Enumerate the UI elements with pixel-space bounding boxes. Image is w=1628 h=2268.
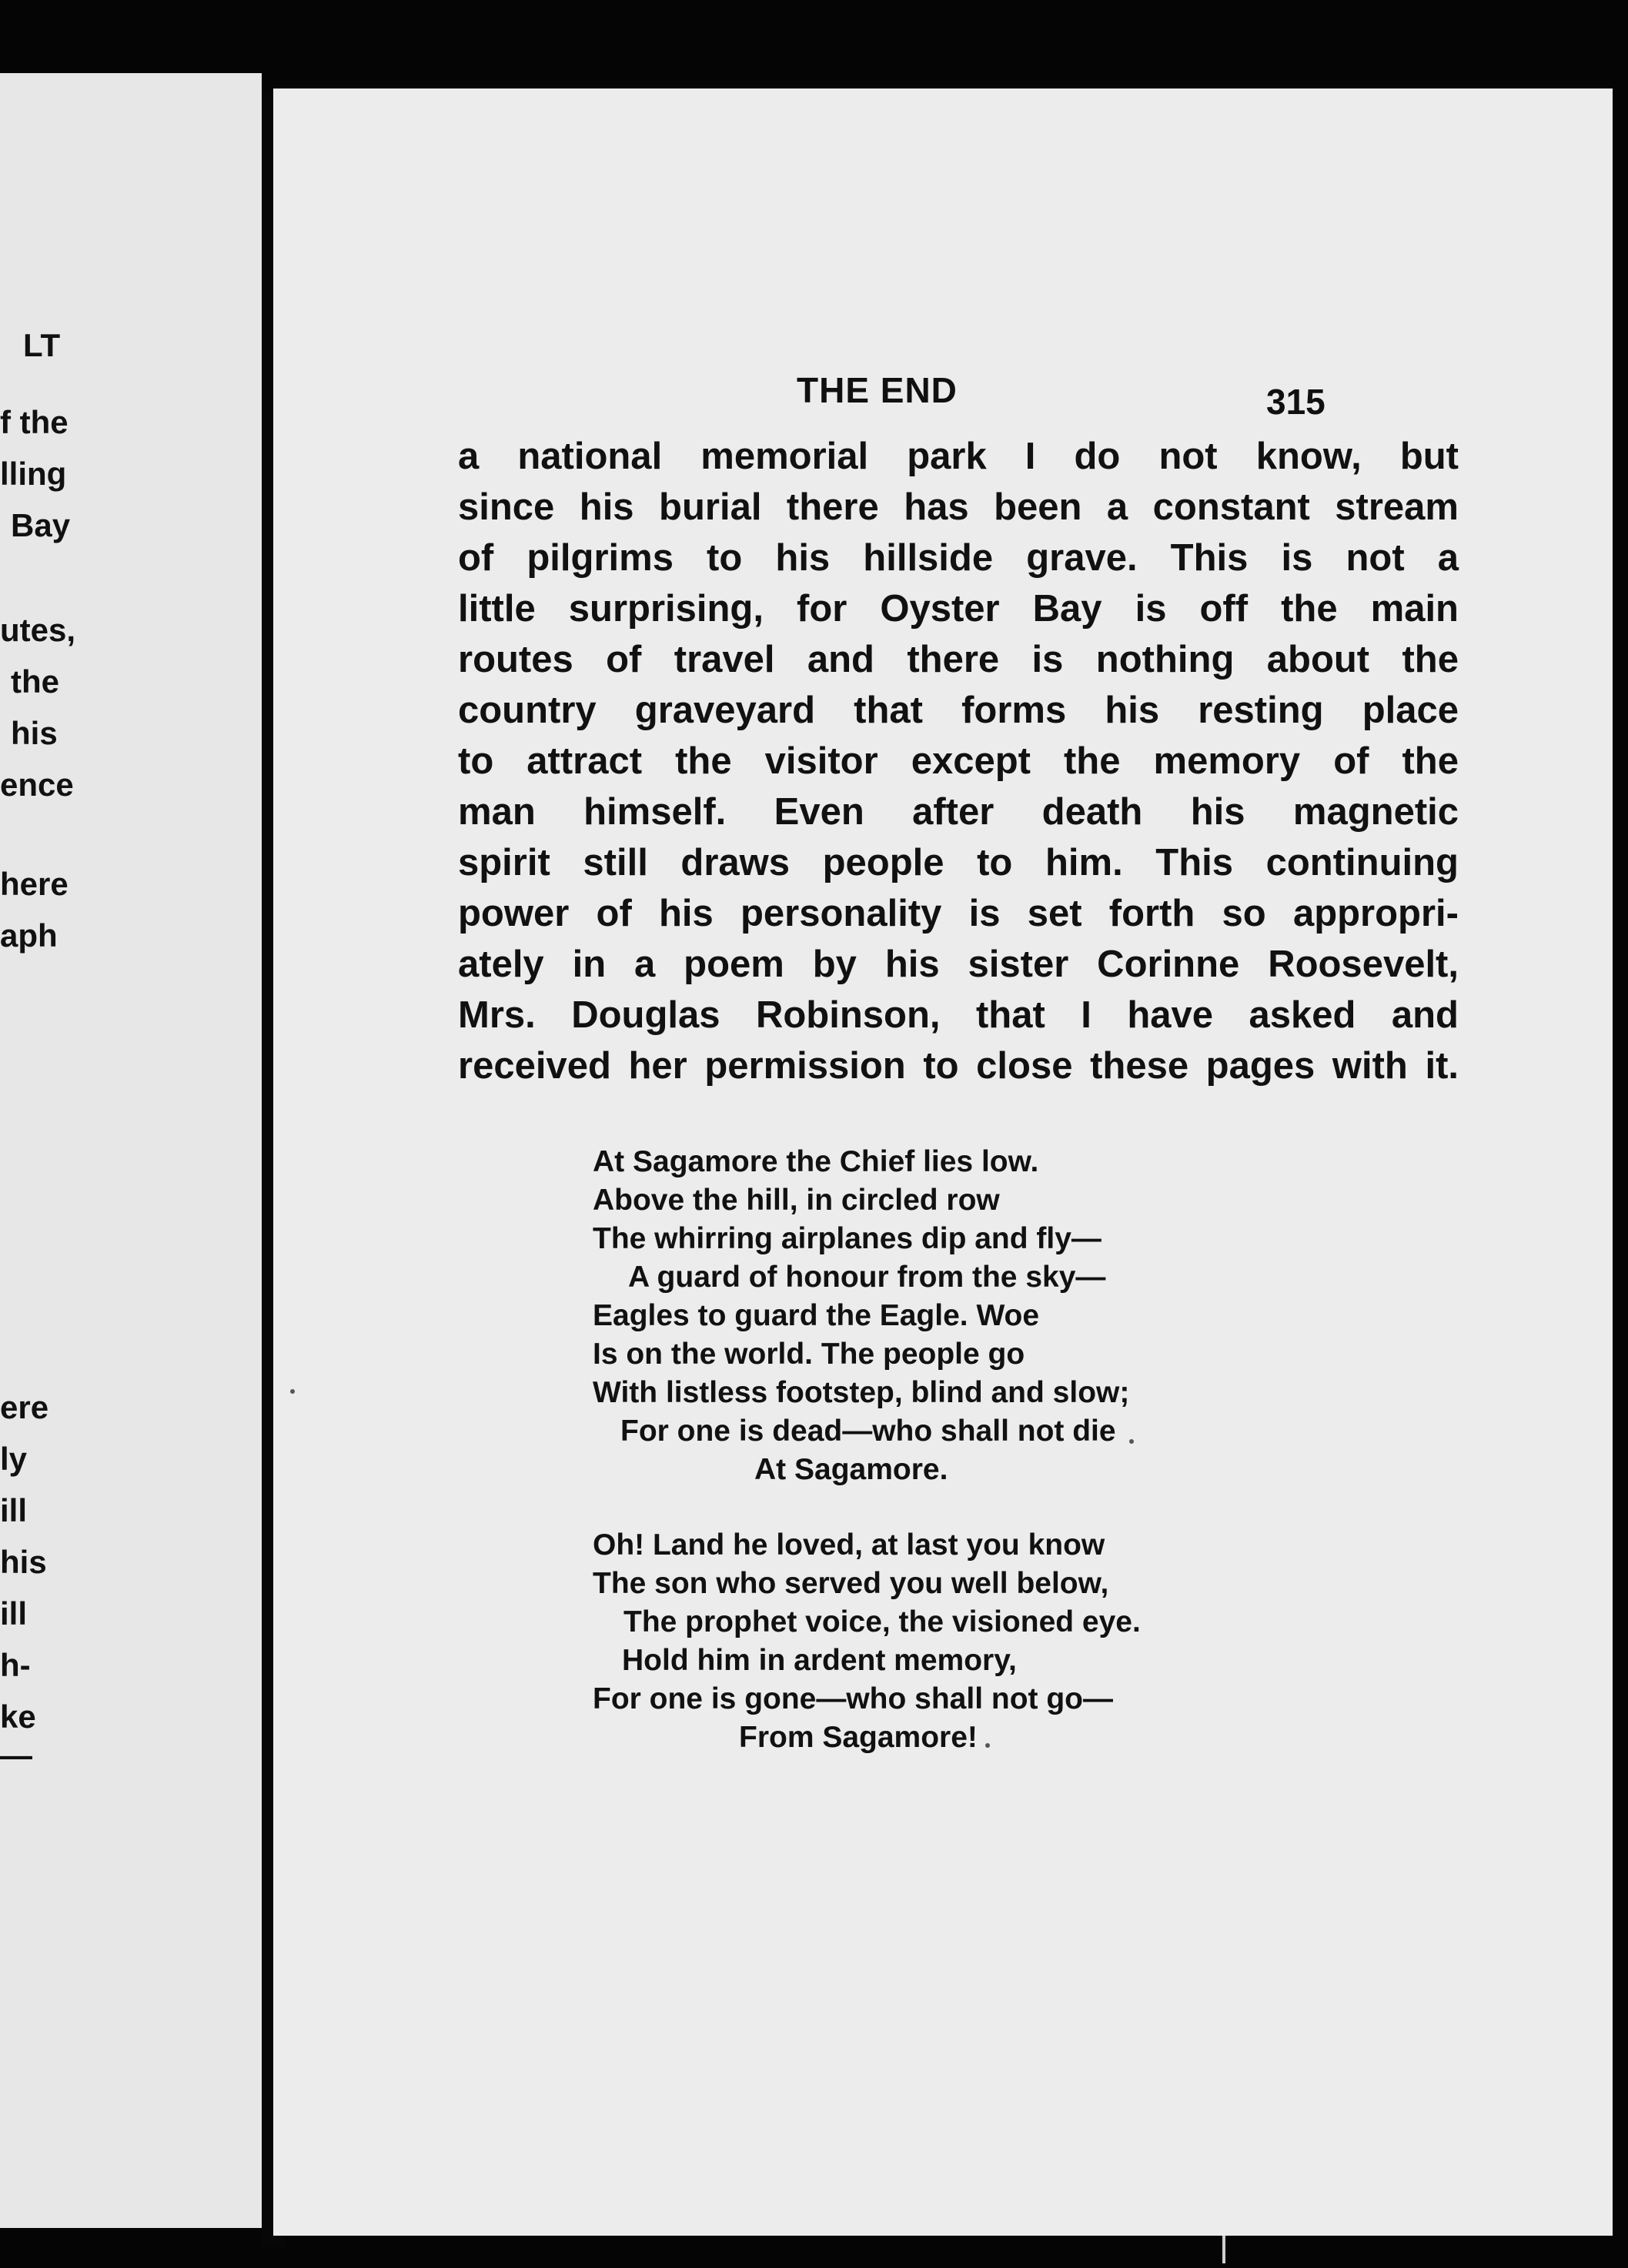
body-line: to attract the visitor except the memory of the: [458, 740, 1459, 782]
poem-line: Is on the world. The people go: [593, 1338, 1025, 1371]
poem-line: Above the hill, in circled row: [593, 1184, 1000, 1217]
left-text-fragment: ence: [0, 767, 74, 803]
poem-line: The son who served you well below,: [593, 1567, 1109, 1600]
dust-speck: [1129, 1439, 1134, 1444]
dust-speck: [985, 1743, 990, 1748]
body-line: a national memorial park I do not know, but: [458, 436, 1459, 477]
poem-line: Oh! Land he loved, at last you know: [593, 1528, 1105, 1562]
scan-artifact: [1256, 100, 1273, 117]
left-text-fragment: utes,: [0, 612, 76, 648]
poem-line: The prophet voice, the visioned eye.: [623, 1605, 1141, 1638]
left-text-fragment: LT: [23, 327, 61, 363]
poem-line: From Sagamore!: [739, 1721, 978, 1754]
body-line: ately in a poem by his sister Corinne Roosevelt,: [458, 944, 1459, 985]
body-line: man himself. Even after death his magnetic: [458, 791, 1459, 833]
body-line: routes of travel and there is nothing about the: [458, 639, 1459, 680]
poem-line: Hold him in ardent memory,: [622, 1644, 1017, 1677]
left-text-fragment: lling: [0, 456, 67, 492]
left-text-fragment: ly: [0, 1441, 28, 1477]
body-line: spirit still draws people to him. This continuing: [458, 842, 1459, 883]
dust-speck: [290, 1389, 295, 1394]
left-text-fragment: ill: [0, 1492, 28, 1528]
left-page-fragment: [0, 73, 262, 2228]
left-text-fragment: the: [11, 663, 59, 700]
poem-line: A guard of honour from the sky—: [628, 1261, 1106, 1294]
running-head: THE END: [797, 370, 958, 410]
poem-line: The whirring airplanes dip and fly—: [593, 1222, 1101, 1255]
body-paragraph: [458, 431, 1459, 1091]
left-text-fragment: Bay: [11, 507, 71, 543]
poem-stanza: [593, 1526, 1178, 1757]
poem-line: For one is gone—who shall not go—: [593, 1682, 1113, 1715]
left-text-fragment: aph: [0, 917, 58, 954]
right-page: [273, 89, 1613, 2236]
poem: [593, 1143, 1178, 1794]
body-line: of pilgrims to his hillside grave. This is not a: [458, 537, 1459, 579]
poem-stanza: [593, 1143, 1178, 1489]
body-line: country graveyard that forms his resting place: [458, 690, 1459, 731]
body-line: since his burial there has been a constant stream: [458, 486, 1459, 528]
poem-line: At Sagamore.: [754, 1453, 948, 1486]
left-text-fragment: —: [0, 1737, 32, 1773]
poem-line: With listless footstep, blind and slow;: [593, 1376, 1130, 1409]
left-text-fragment: ill: [0, 1595, 28, 1632]
page-number: 315: [1266, 382, 1325, 422]
left-text-fragment: ke: [0, 1698, 36, 1735]
poem-line: At Sagamore the Chief lies low.: [593, 1145, 1039, 1178]
left-text-fragment: here: [0, 866, 69, 902]
body-line: Mrs. Douglas Robinson, that I have asked and: [458, 994, 1459, 1036]
left-text-fragment: h-: [0, 1647, 31, 1683]
poem-line: Eagles to guard the Eagle. Woe: [593, 1299, 1040, 1332]
left-text-fragment: f the: [0, 404, 69, 440]
body-line: received her permission to close these pages with it.: [458, 1045, 1459, 1087]
left-text-fragment: ere: [0, 1389, 49, 1425]
scan-artifact: [1222, 2236, 1225, 2263]
poem-line: For one is dead—who shall not die: [620, 1415, 1116, 1448]
body-line: power of his personality is set forth so appropri-: [458, 893, 1459, 934]
left-text-fragment: his: [11, 715, 58, 751]
body-line: little surprising, for Oyster Bay is off the main: [458, 588, 1459, 630]
left-text-fragment: his: [0, 1544, 47, 1580]
